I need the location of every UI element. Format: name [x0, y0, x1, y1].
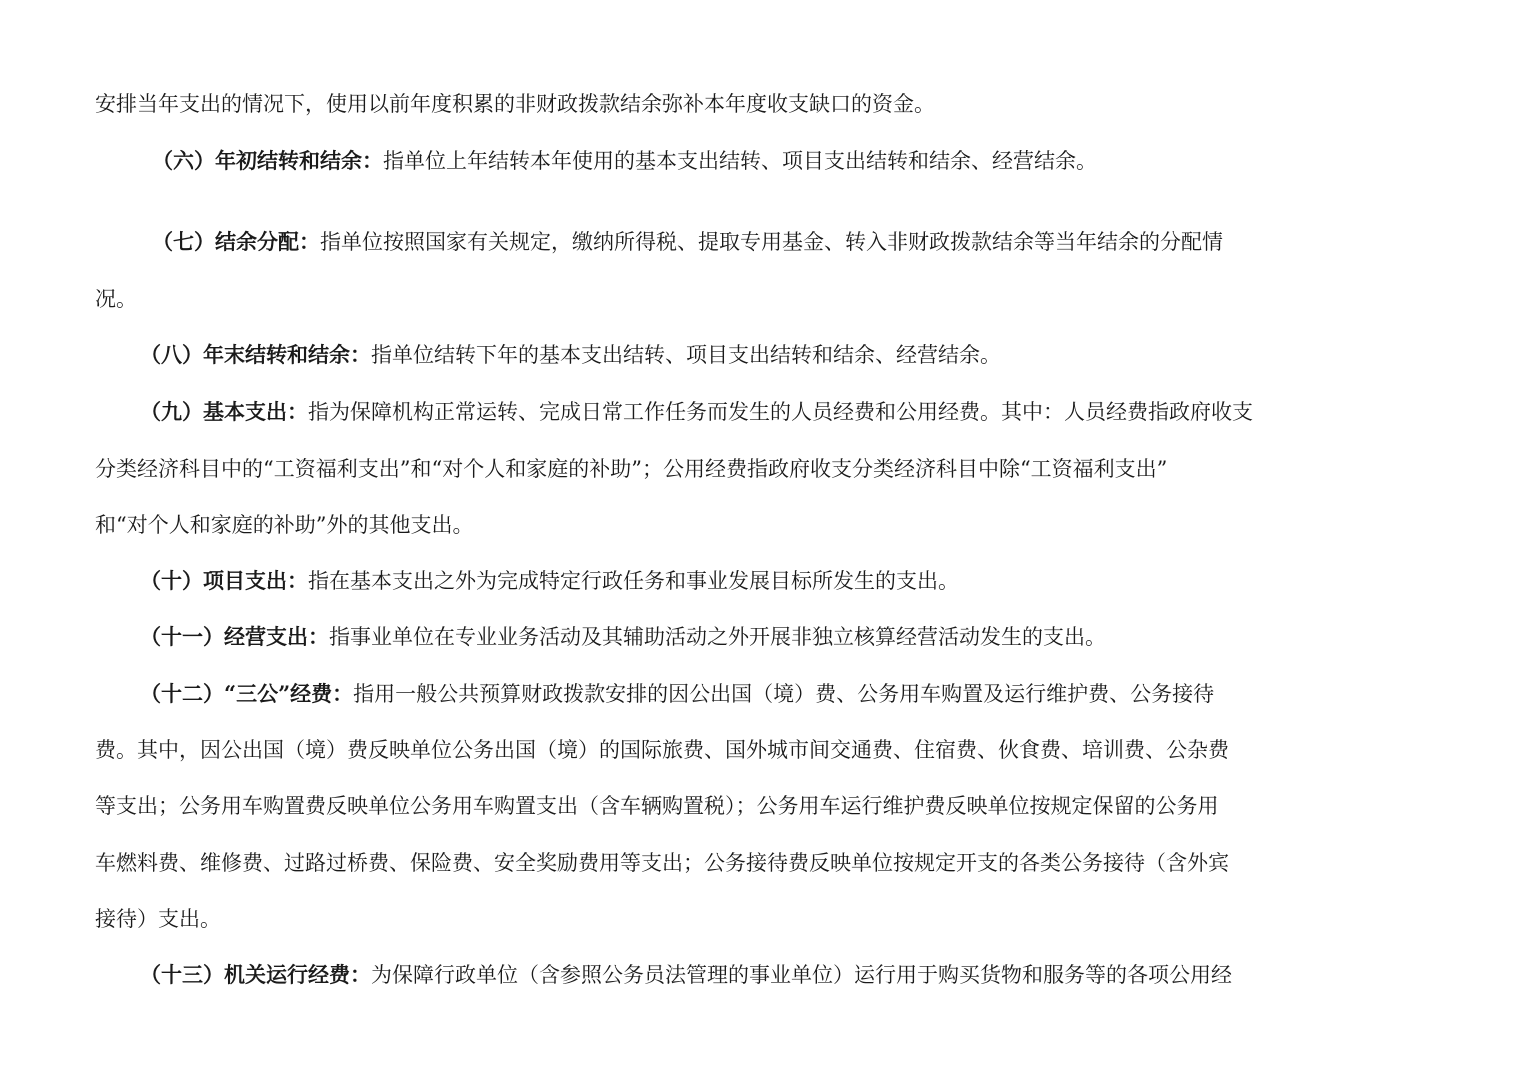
paragraph-line	[95, 736, 1435, 764]
section-heading: （十）项目支出：	[140, 568, 308, 593]
paragraph-line	[140, 567, 1435, 595]
line-text: 指单位结转下年的基本支出结转、项目支出结转和结余、经营结余。	[371, 343, 1001, 367]
section-heading: （六）年初结转和结余：	[152, 148, 383, 173]
section-heading: （七）结余分配：	[152, 229, 320, 254]
paragraph-line	[95, 285, 1435, 313]
paragraph-line	[95, 90, 1435, 118]
paragraph-line	[95, 905, 1435, 933]
section-heading: （十三）机关运行经费：	[140, 962, 371, 987]
section-heading: （十一）经营支出：	[140, 624, 329, 649]
line-text: 和“对个人和家庭的补助”外的其他支出。	[95, 513, 474, 537]
paragraph-line	[140, 961, 1435, 989]
paragraph-line	[95, 511, 1435, 539]
paragraph-line	[95, 455, 1435, 483]
line-text: 等支出；公务用车购置费反映单位公务用车购置支出（含车辆购置税）；公务用车运行维护费反映单位按规定保留的公务用	[95, 794, 1219, 818]
line-text: 接待）支出。	[95, 907, 221, 931]
paragraph-line	[152, 147, 1435, 175]
paragraph-line	[95, 792, 1435, 820]
paragraph-line	[152, 228, 1435, 256]
line-text: 分类经济科目中的“工资福利支出”和“对个人和家庭的补助”；公用经费指政府收支分类经济科目中除“工资福利支出”	[95, 457, 1168, 481]
line-text: 指在基本支出之外为完成特定行政任务和事业发展目标所发生的支出。	[308, 569, 959, 593]
line-text: 车燃料费、维修费、过路过桥费、保险费、安全奖励费用等支出；公务接待费反映单位按规定开支的各类公务接待（含外宾	[95, 851, 1229, 875]
section-heading: （十二）“三公”经费：	[140, 681, 354, 706]
paragraph-line	[140, 341, 1435, 369]
paragraph-line	[95, 849, 1435, 877]
section-heading: （九）基本支出：	[140, 399, 308, 424]
line-text: 指事业单位在专业业务活动及其辅助活动之外开展非独立核算经营活动发生的支出。	[329, 625, 1106, 649]
line-text: 为保障行政单位（含参照公务员法管理的事业单位）运行用于购买货物和服务等的各项公用经	[371, 963, 1232, 987]
line-text: 指为保障机构正常运转、完成日常工作任务而发生的人员经费和公用经费。其中：人员经费指政府收支	[308, 400, 1253, 424]
line-text: 指单位按照国家有关规定，缴纳所得税、提取专用基金、转入非财政拨款结余等当年结余的分配情	[320, 230, 1223, 254]
line-text: 指单位上年结转本年使用的基本支出结转、项目支出结转和结余、经营结余。	[383, 149, 1097, 173]
line-text: 安排当年支出的情况下，使用以前年度积累的非财政拨款结余弥补本年度收支缺口的资金。	[95, 92, 935, 116]
paragraph-line	[140, 623, 1435, 651]
line-text: 费。其中，因公出国（境）费反映单位公务出国（境）的国际旅费、国外城市间交通费、住宿费、伙食费、培训费、公杂费	[95, 738, 1229, 762]
line-text: 况。	[95, 287, 137, 311]
paragraph-line	[140, 680, 1435, 708]
line-text: 指用一般公共预算财政拨款安排的因公出国（境）费、公务用车购置及运行维护费、公务接待	[353, 682, 1215, 706]
section-heading: （八）年末结转和结余：	[140, 342, 371, 367]
paragraph-line	[140, 398, 1435, 426]
